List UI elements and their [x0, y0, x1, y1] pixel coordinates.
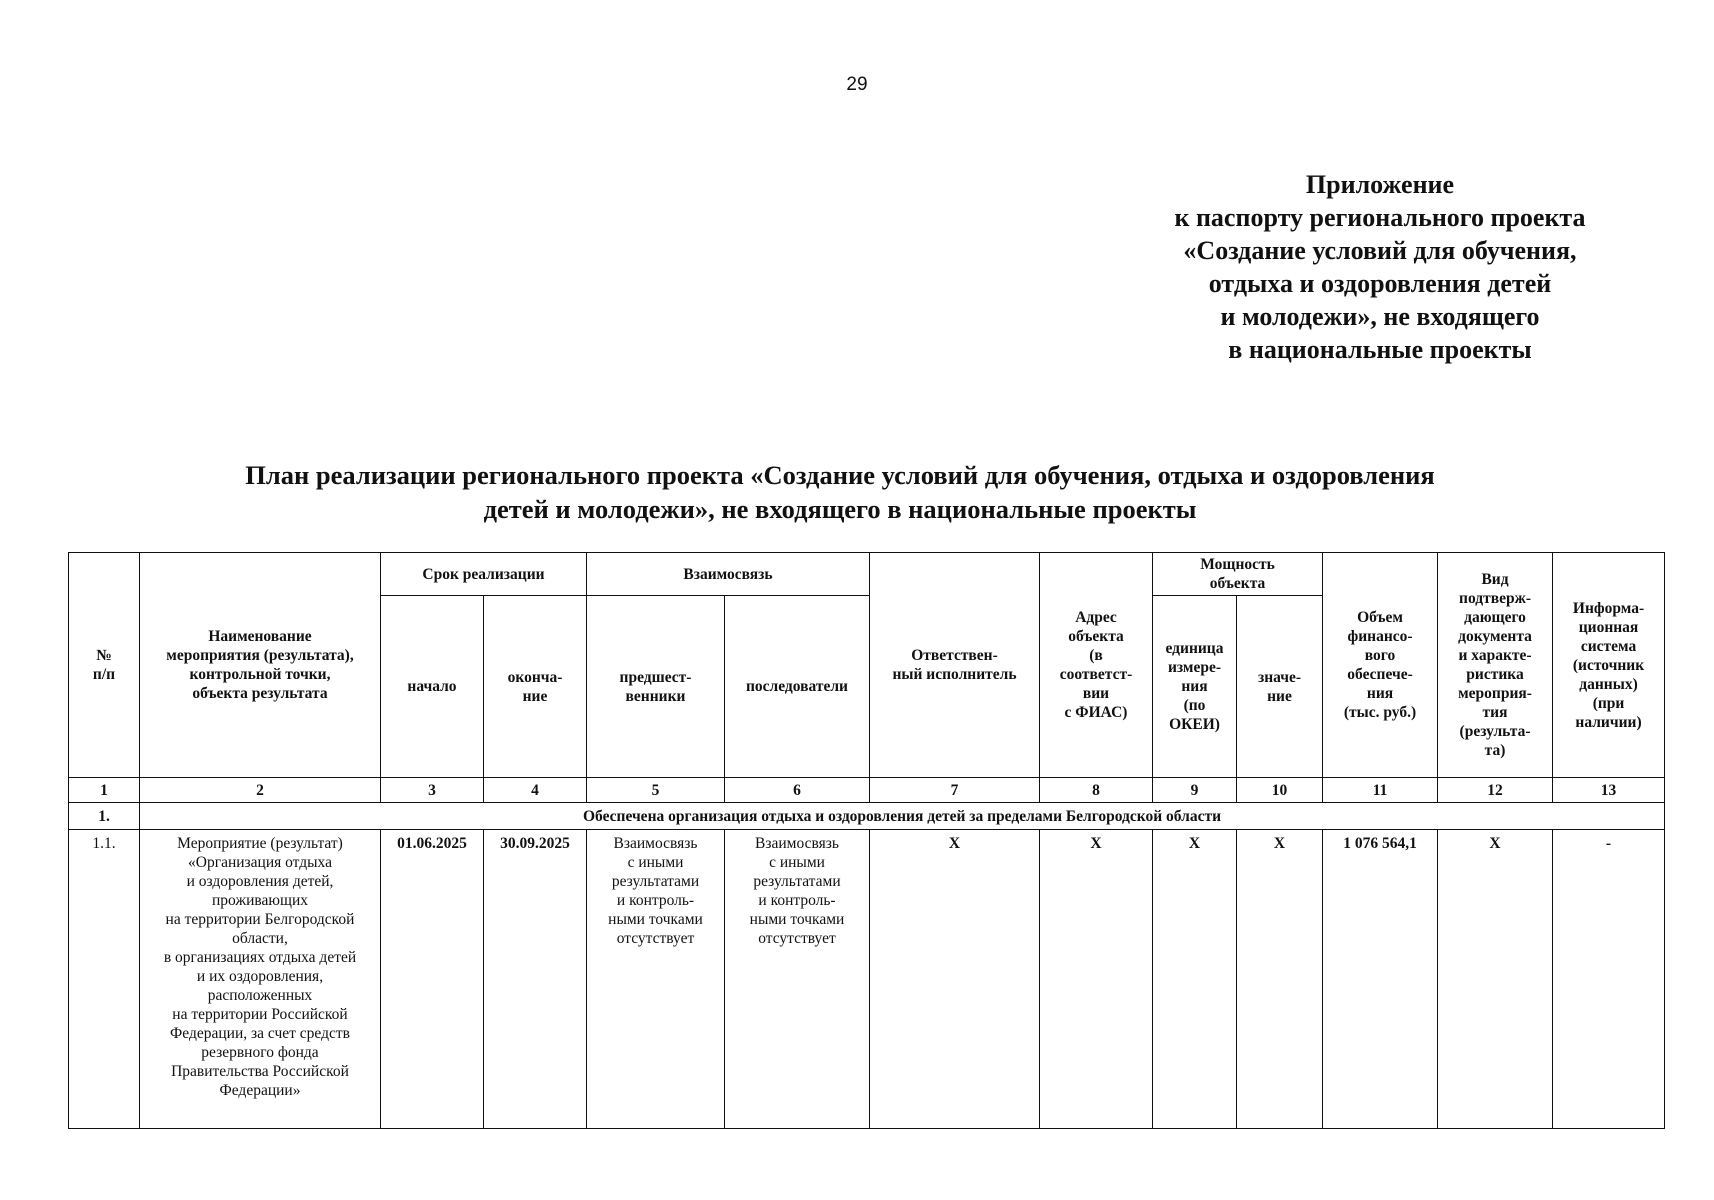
header-start: начало	[381, 596, 484, 778]
plan-title	[60, 458, 1620, 526]
row-document-type: X	[1438, 830, 1553, 1129]
header-predecessors: предшест- венники	[587, 596, 725, 778]
column-number: 7	[870, 778, 1040, 803]
column-number: 1	[69, 778, 140, 803]
appendix-line: и молодежи», не входящего	[1220, 302, 1540, 331]
appendix-line: «Создание условий для обучения,	[1183, 236, 1577, 265]
header-name: Наименование мероприятия (результата), контрольной точки, объекта результата	[140, 553, 381, 778]
plan-title-line: детей и молодежи», не входящего в национальные проекты	[483, 494, 1197, 524]
header-responsible: Ответствен- ный исполнитель	[870, 553, 1040, 778]
column-number: 9	[1153, 778, 1237, 803]
column-number-row	[69, 778, 1665, 803]
column-number: 11	[1323, 778, 1438, 803]
row-address: X	[1040, 830, 1153, 1129]
appendix-line: отдыха и оздоровления детей	[1208, 269, 1552, 298]
header-period: Срок реализации	[381, 553, 587, 596]
header-value: значе- ние	[1237, 596, 1323, 778]
section-row	[69, 803, 1665, 830]
header-funding: Объем финансо- вого обеспече- ния (тыс. руб.)	[1323, 553, 1438, 778]
row-unit: X	[1153, 830, 1237, 1129]
header-successors: последователи	[725, 596, 870, 778]
column-number: 12	[1438, 778, 1553, 803]
column-number: 2	[140, 778, 381, 803]
column-number: 13	[1553, 778, 1665, 803]
page-number: 29	[846, 74, 868, 95]
header-end: оконча- ние	[484, 596, 587, 778]
row-end-date: 30.09.2025	[484, 830, 587, 1129]
appendix-line: Приложение	[1305, 170, 1455, 199]
header-unit: единица измере- ния (по ОКЕИ)	[1153, 596, 1237, 778]
row-predecessors: Взаимосвязь с иными результатами и контроль- ными точками отсутствует	[587, 830, 725, 1129]
column-number: 10	[1237, 778, 1323, 803]
plan-title-line: План реализации регионального проекта «Создание условий для обучения, отдыха и оздоровления	[245, 460, 1435, 490]
appendix-line: в национальные проекты	[1228, 335, 1532, 364]
appendix-heading	[1120, 168, 1640, 366]
row-name: Мероприятие (результат) «Организация отдыха и оздоровления детей, проживающих на территории Белгородской области, в организациях отдыха детей и их оздоровления, расположенных на территории Российской Федерации, за счет средств резервного фонда Правительства Российской Федерации»	[140, 830, 381, 1129]
section-number: 1.	[69, 803, 140, 830]
row-number: 1.1.	[69, 830, 140, 1129]
table-row	[69, 830, 1665, 1129]
row-successors: Взаимосвязь с иными результатами и контроль- ными точками отсутствует	[725, 830, 870, 1129]
header-relation: Взаимосвязь	[587, 553, 870, 596]
column-number: 5	[587, 778, 725, 803]
row-value: X	[1237, 830, 1323, 1129]
section-title: Обеспечена организация отдыха и оздоровления детей за пределами Белгородской области	[140, 803, 1665, 830]
plan-table	[68, 552, 1665, 1129]
header-info-system: Информа- ционная система (источник данных) (при наличии)	[1553, 553, 1665, 778]
header-capacity: Мощность объекта	[1153, 553, 1323, 596]
column-number: 4	[484, 778, 587, 803]
row-start-date: 01.06.2025	[381, 830, 484, 1129]
header-address: Адрес объекта (в соответст- вии с ФИАС)	[1040, 553, 1153, 778]
appendix-line: к паспорту регионального проекта	[1174, 203, 1586, 232]
column-number: 3	[381, 778, 484, 803]
column-number: 8	[1040, 778, 1153, 803]
header-number: № п/п	[69, 553, 140, 778]
header-document-type: Вид подтверж- дающего документа и характе- ристика мероприя- тия (результа- та)	[1438, 553, 1553, 778]
row-info-system: -	[1553, 830, 1665, 1129]
column-number: 6	[725, 778, 870, 803]
row-funding: 1 076 564,1	[1323, 830, 1438, 1129]
row-responsible: X	[870, 830, 1040, 1129]
